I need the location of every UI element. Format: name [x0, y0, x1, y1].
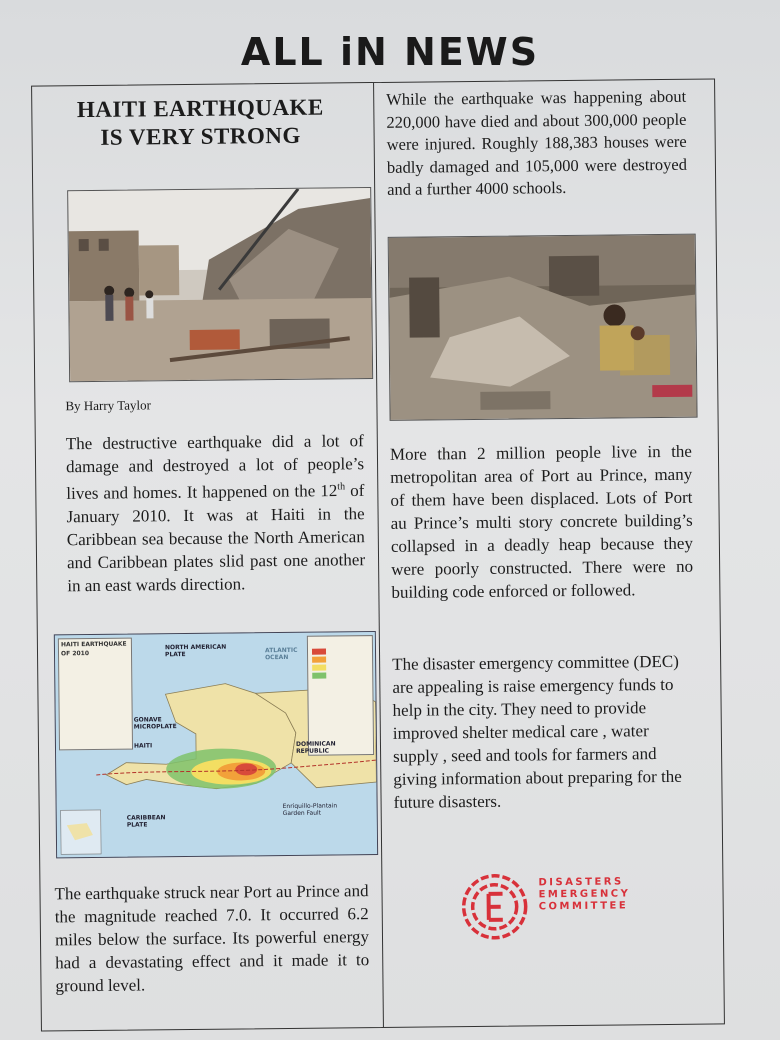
label-atlantic-ocean: ATLANTIC OCEAN — [264, 646, 298, 662]
byline: By Harry Taylor — [65, 397, 151, 414]
label-dominican-republic: DOMINICAN REPUBLIC — [295, 740, 336, 755]
label-caribbean-plate: CARIBBEAN PLATE — [126, 814, 166, 829]
newspaper-masthead: ALL iN NEWS — [240, 30, 540, 74]
displacement-paragraph: More than 2 million people live in the metropolitan area of Port au Prince, many of them have been displaced. Lots of Port au Prince’s multi story concrete building’s collapsed in a deadly heap because they were poorly constructed. There were no building code enforced or followed. — [389, 441, 694, 602]
map-title-line-1: HAITI EARTHQUAKE — [60, 640, 127, 649]
dec-emblem-icon — [458, 871, 531, 942]
woman-child-rubble-photo — [388, 234, 698, 421]
headline-line-2: IS VERY STRONG — [100, 122, 301, 150]
rubble-street-photo — [67, 187, 373, 382]
right-column — [374, 79, 724, 1027]
dec-line-1: DISASTERS — [538, 876, 624, 889]
map-legend — [307, 635, 374, 756]
casualties-paragraph: While the earthquake was happening about 220,000 have died and about 300,000 people were injured. Roughly 188,383 houses were badly damaged and 105,000 were destroyed and a further 4000 schools. — [386, 86, 688, 199]
intro-superscript: th — [337, 481, 346, 493]
map-info-box — [58, 638, 133, 751]
label-fault: Enriquillo-Plantain Garden Fault — [282, 802, 338, 818]
dec-wordmark — [538, 876, 630, 913]
map-title-line-2: OF 2010 — [60, 650, 90, 658]
magnitude-paragraph: The earthquake struck near Port au Prince and the magnitude reached 7.0. It occurred 6.2 miles below the surface. Its powerful energy had a devastating effect and it made it to ground level. — [54, 881, 370, 996]
appeal-paragraph: The disaster emergency committee (DEC) are appealing is raise emergency funds to help in the city. They need to provide improved shelter medical care , water supply , seed and tools for farmers and giving information about preparing for the future disasters. — [392, 651, 682, 812]
dec-line-2: EMERGENCY — [538, 888, 631, 901]
label-north-american-plate: NORTH AMERICAN PLATE — [164, 643, 227, 659]
intro-text-start: The destructive earthquake did a lot of damage and destroyed a lot of people’s lives and homes. It happened on the 12 — [65, 431, 365, 503]
haiti-earthquake-map — [54, 631, 378, 858]
legend-swatch-moderate — [312, 665, 326, 671]
legend-swatch-severe — [312, 649, 326, 655]
label-gonave-microplate: GONAVE MICROPLATE — [133, 716, 177, 731]
headline-line-1: HAITI EARTHQUAKE — [76, 94, 324, 123]
left-column — [32, 83, 384, 1031]
legend-swatch-strong — [312, 657, 326, 663]
intro-text-end: of January 2010. It was at Haiti in the Caribbean sea because the North American and Caribbean plates slid past one another in an east wards direction. — [66, 480, 366, 595]
dec-logo — [458, 869, 729, 942]
legend-swatch-light — [312, 673, 326, 679]
dec-line-3: COMMITTEE — [538, 900, 629, 913]
label-haiti: HAITI — [133, 742, 153, 750]
newspaper-frame — [31, 78, 725, 1031]
article-headline — [50, 93, 351, 152]
intro-paragraph — [66, 429, 366, 597]
